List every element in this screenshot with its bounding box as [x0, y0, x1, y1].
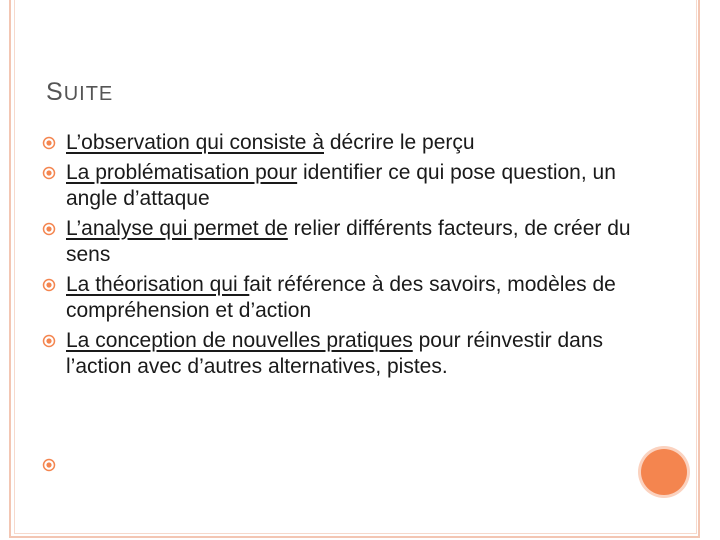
- sun-bullet-icon: [42, 334, 56, 348]
- bullet-underlined-text: L’analyse qui permet de: [66, 217, 288, 240]
- bullet-text: relier différents facteurs, de créer du sens: [66, 217, 631, 266]
- empty-bullet-icon: [42, 458, 56, 472]
- bullet-item: [40, 216, 640, 268]
- sun-bullet-icon: [42, 166, 56, 180]
- title-first-letter: S: [46, 78, 64, 106]
- slide-title: [46, 78, 113, 107]
- orange-circle-decoration: [641, 449, 687, 495]
- bullet-underlined-text: La problématisation pour: [66, 161, 298, 184]
- bullet-underlined-text: La conception de nouvelles pratiques: [66, 329, 413, 352]
- bullet-text: décrire le perçu: [324, 131, 475, 154]
- bullet-item: [40, 328, 640, 380]
- bullet-item: [40, 272, 640, 324]
- bullet-list: [40, 130, 640, 384]
- bullet-underlined-text: La théorisation qui f: [66, 273, 250, 296]
- bullet-text: ait référence à des savoirs, modèles de compréhension et d’action: [66, 273, 616, 322]
- sun-bullet-icon: [42, 278, 56, 292]
- bullet-item: [40, 130, 640, 156]
- bullet-text: identifier ce qui pose question, un angle d’attaque: [66, 161, 616, 210]
- title-rest: UITE: [63, 83, 114, 105]
- bullet-item: [40, 160, 640, 212]
- sun-bullet-icon: [42, 136, 56, 150]
- sun-bullet-icon: [42, 222, 56, 236]
- bullet-text: pour réinvestir dans l’action avec d’autres alternatives, pistes.: [66, 329, 604, 378]
- bullet-underlined-text: L’observation qui consiste à: [66, 131, 324, 154]
